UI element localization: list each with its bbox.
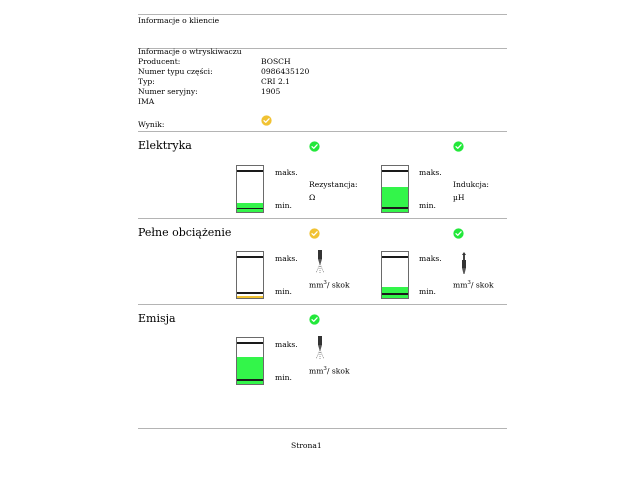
resistance-unit: Ω [309, 193, 316, 202]
induction-status-ok-icon [453, 141, 464, 152]
injector-info-heading: Informacje o wtryskiwaczu [138, 47, 242, 56]
label-ima: IMA [138, 97, 155, 106]
value-producer: BOSCH [261, 57, 291, 66]
emission-gauge [236, 337, 264, 385]
result-warning-icon [261, 115, 272, 126]
value-type: CRI 2.1 [261, 77, 291, 86]
customer-info-heading: Informacje o kliencie [138, 16, 220, 25]
full-load-2-max-label: maks. [419, 254, 442, 263]
full-load-1-flow-unit: $mm^3/$ skok [309, 280, 350, 290]
full-load-gauge-1 [236, 251, 264, 299]
full-load-rule [138, 218, 507, 219]
label-type: Typ: [138, 77, 155, 86]
emission-flow-unit: $mm^3/$ skok [309, 366, 350, 376]
induction-gauge [381, 165, 409, 213]
electric-title: Elektryka [138, 139, 192, 152]
result-label: Wynik: [138, 120, 165, 129]
induction-label: Indukcja: [453, 180, 489, 189]
electric-rule [138, 131, 507, 132]
induction-gauge-min-line [382, 207, 408, 209]
injector-spray-icon [315, 250, 325, 274]
emission-rule [138, 304, 507, 305]
emission-max-label: maks. [275, 340, 298, 349]
full-load-title: Pełne obciążenie [138, 226, 232, 239]
induction-min-label: min. [419, 201, 436, 210]
resistance-max-label: maks. [275, 168, 298, 177]
emission-status-ok-icon [309, 314, 320, 325]
label-serial: Numer seryjny: [138, 87, 198, 96]
resistance-min-label: min. [275, 201, 292, 210]
full-load-status-warning-icon [309, 228, 320, 239]
induction-max-label: maks. [419, 168, 442, 177]
injector-spray-icon-emission [315, 336, 325, 360]
value-part-number: 0986435120 [261, 67, 310, 76]
emission-gauge-min-line [237, 379, 263, 381]
full-load-1-min-label: min. [275, 287, 292, 296]
full-load-2-status-ok-icon [453, 228, 464, 239]
full-load-gauge-2-min-line [382, 293, 408, 295]
resistance-label: Rezystancja: [309, 180, 358, 189]
induction-gauge-max-line [382, 170, 408, 172]
label-part-number: Numer typu części: [138, 67, 213, 76]
full-load-1-max-label: maks. [275, 254, 298, 263]
resistance-gauge [236, 165, 264, 213]
emission-title: Emisja [138, 312, 176, 325]
injector-pilot-icon [460, 252, 468, 276]
footer-rule [138, 428, 507, 429]
top-rule [138, 14, 507, 15]
page-number: Strona1 [291, 441, 322, 450]
emission-gauge-max-line [237, 342, 263, 344]
full-load-2-flow-unit: $mm^3/$ skok [453, 280, 494, 290]
induction-unit: µH [453, 193, 465, 202]
resistance-gauge-max-line [237, 170, 263, 172]
electric-status-ok-icon [309, 141, 320, 152]
full-load-2-min-label: min. [419, 287, 436, 296]
full-load-gauge-1-fill [237, 296, 263, 298]
full-load-gauge-2 [381, 251, 409, 299]
label-producer: Producent: [138, 57, 181, 66]
full-load-gauge-1-min-line [237, 292, 263, 294]
emission-min-label: min. [275, 373, 292, 382]
full-load-gauge-2-max-line [382, 256, 408, 258]
full-load-gauge-1-max-line [237, 256, 263, 258]
value-serial: 1905 [261, 87, 281, 96]
resistance-gauge-min-line [237, 208, 263, 209]
